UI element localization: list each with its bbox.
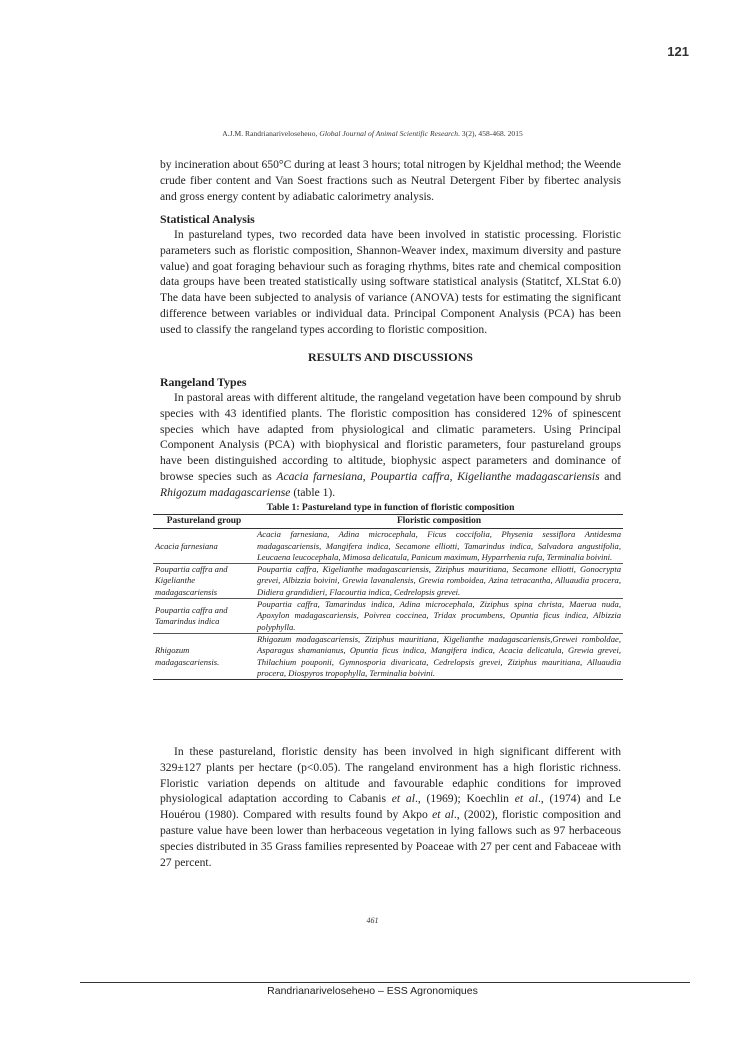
rangeland-types-section <box>160 375 621 501</box>
running-header <box>0 129 745 138</box>
statistical-analysis-text: In pastureland types, two recorded data have been involved in statistic processing. Floristic parameters such as floristic composition, Shannon-Weaver index, maximum diversity and pasture value) and goat foraging behaviour such as foraging rhythms, bites rate and chemical composition data groups have been treated statistically using software statistical analysis (Statitcf, XLStat 6.0) The data have been subjected to analysis of variance (ANOVA) tests for estimating the significant difference between variables or individual data. Principal Component Analysis (PCA) has been used to classify the rangeland types according to floristic composition. <box>160 228 621 336</box>
running-journal: Global Journal of Animal Scientific Research <box>319 129 458 138</box>
group-cell-rest: and Kigelianthe madagascariensis <box>155 564 228 597</box>
rangeland-text-start: In pastoral areas with different altitude, the rangeland vegetation have been compound by shrub species with 43 identified plants. The floristic composition has considered 12% of spinescent species which have adapted from physiological and climatic parameters. Using Principal Component Analysis (PCA) with biophysical and floristic parameters, four pastureland groups have been distinguished according to altitude, biophysic aspect parameters and dominance of browse species such as <box>160 391 621 483</box>
composition-cell: Poupartia caffra, Kigelianthe madagascariensis, Ziziphus mauritiana, Secamone elliotti, Gonocrypta grevei, Albizzia boivini, Grewia lavanalensis, Grewia romboidea, Azina tetracantha, Alluaudia procera, Didiera grandidieri, Flacourtia indica, Cedrelopsis grevei. <box>257 564 621 597</box>
etal-2: et al <box>514 792 538 806</box>
col-header-group: Pastureland group <box>153 515 255 529</box>
density-paragraph <box>160 744 621 870</box>
composition-cell: Poupartia caffra, Tamarindus indica, Adina microcephala, Ziziphus spina christa, Maerua nuda, Apoxylon madagascariensis, Poivrea coccinea, Tridax procumbens, Opuntia ficus indica, Albizzia polyphylla. <box>257 599 621 632</box>
composition-cell: Acacia farnesiana, Adina microcephala, Ficus coccifolia, Physenia sessiflora Antidesma madagascariensis, Mangifera indica, Secamone elliotti, Tamarindus indica, Salvadora angustifolia, Leucaena leucocephala, Mimosa delicatula, Panicum maximum, Hyparrhenia rufa, Terminalia boivini. <box>257 529 621 562</box>
density-block <box>160 744 621 870</box>
group-cell <box>153 564 255 599</box>
table-caption: Table 1: Pastureland type in function of floristic composition <box>266 502 515 513</box>
running-authors: A.J.M. Randrianarivelosehено, <box>222 129 320 138</box>
group-cell-species: Poupartia caffra <box>155 604 213 615</box>
density-text-1: In these pastureland, floristic density has been involved in high significant different with 329±127 plants per hectare (p<0.05). The rangeland environment has a high floristic richness. Floristic variation depends on altitude and favourable edaphic conditions for improved physiological adaptation according to Cabanis <box>160 745 621 806</box>
group-cell: Acacia farnesiana <box>153 529 255 564</box>
group-cell: Rhigozum madagascariensis. <box>153 633 255 679</box>
species-kigelianthe: Kigelianthe madagascariensis <box>457 469 600 483</box>
density-text-2: ., (1969); Koechlin <box>414 792 515 806</box>
table-row <box>153 633 623 679</box>
col-header-composition: Floristic composition <box>255 515 623 529</box>
etal-1: et al <box>391 792 415 806</box>
footer-text: Randrianarivelosehено – ESS Agronomiques <box>267 985 478 997</box>
running-citation: . 3(2), 458-468. 2015 <box>458 129 523 138</box>
group-cell-rest: and Tamarindus indica <box>155 604 228 627</box>
rangeland-types-text <box>160 390 621 501</box>
sep-3: and <box>599 469 622 483</box>
species-acacia: Acacia farnesiana <box>276 469 363 483</box>
sep-1: , <box>362 469 371 483</box>
etal-3: et al <box>432 808 454 822</box>
table-header-row <box>153 515 623 529</box>
table-row <box>153 529 623 564</box>
species-rhigozum: Rhigozum madagascariense <box>160 485 291 499</box>
intro-block <box>160 157 621 204</box>
species-poupartia: Poupartia caffra <box>370 469 450 483</box>
density-text-4: ., (2002), floristic composition and pasture value have been lower than herbaceous vegetation in lying fallows such as 97 herbaceous species distributed in 35 Grass families represented by Poaceae with 27 per cent and Fabaceae with 27 percent. <box>160 808 621 869</box>
statistical-analysis-section <box>160 212 621 338</box>
group-cell <box>153 599 255 634</box>
folio-number: 461 <box>366 916 379 925</box>
table-row <box>153 599 623 634</box>
intro-paragraph: by incineration about 650°C during at least 3 hours; total nitrogen by Kjeldhal method; the Weende crude fiber content and Van Soest fractions such as Neutral Detergent Fiber by fibertec analysis and gross energy content by adiabatic calorimetry analysis. <box>160 158 621 203</box>
footer-divider <box>80 982 690 983</box>
density-text-3: ., (1974) and Le Houérou (1980). Compared with results found by Akpo <box>160 792 621 822</box>
floristic-table <box>153 514 623 680</box>
table-row <box>153 564 623 599</box>
statistical-analysis-heading: Statistical Analysis <box>160 212 255 226</box>
rangeland-text-end: (table 1). <box>290 485 336 499</box>
sep-2: , <box>449 469 458 483</box>
composition-cell: Rhigozum madagascariensis, Ziziphus mauritiana, Kigelianthe madagascariensis,Grewei romboldae, Asparagus shamanianus, Opuntia ficus indica, Mangifera indica, Acacia delicatula, Grewia grevei, Thilachium pouponii, Gymnosporia divaricata, Cedrelopsis grevei, Ziziphus mauritiana, Alluaudia procera, Diospyros tropophylla, Terminalia boivini. <box>257 633 621 678</box>
results-heading: RESULTS AND DISCUSSIONS <box>308 350 473 364</box>
page-number: 121 <box>667 44 689 59</box>
rangeland-types-heading: Rangeland Types <box>160 375 247 389</box>
group-cell-species: Poupartia caffra <box>155 564 213 575</box>
results-heading-block <box>160 350 621 365</box>
